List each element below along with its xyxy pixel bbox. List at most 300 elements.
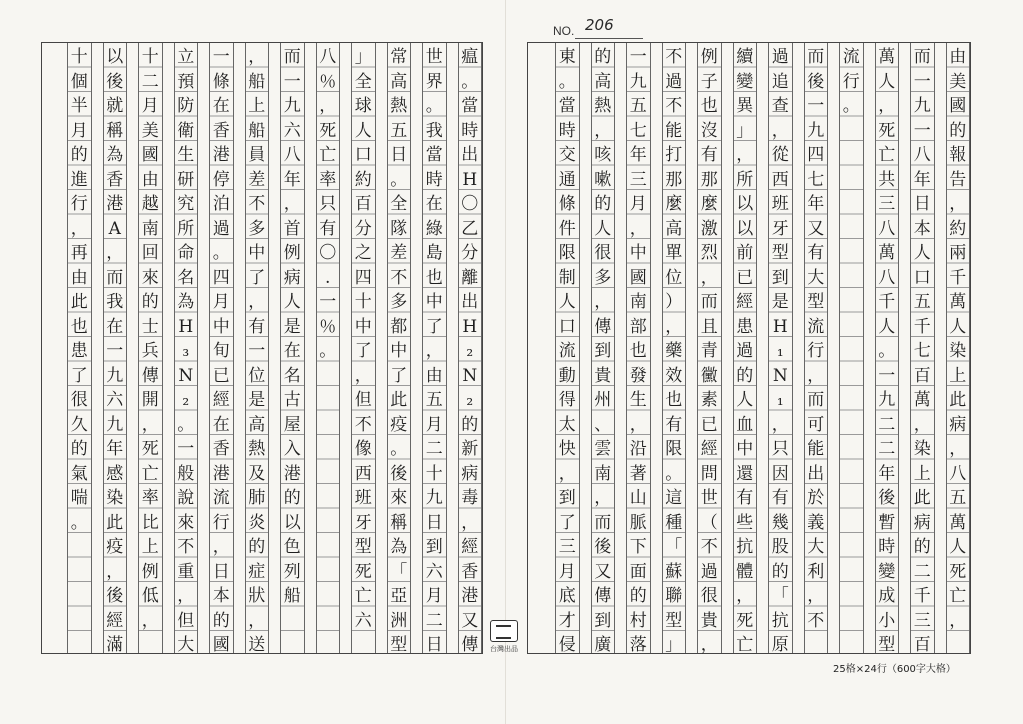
manuscript-char: 國	[629, 267, 647, 288]
manuscript-char: 流	[558, 341, 576, 361]
manuscript-char: 有	[807, 243, 825, 263]
manuscript-char: 進	[70, 169, 88, 190]
manuscript-char: 月	[141, 96, 159, 116]
manuscript-char: 當	[558, 96, 576, 116]
manuscript-char: 人	[878, 71, 896, 92]
manuscript-char: 六	[425, 561, 443, 582]
manuscript-char: 熱	[594, 96, 612, 116]
manuscript-char: 很	[700, 586, 718, 606]
manuscript-char: 時	[461, 120, 479, 141]
manuscript-char: ，	[949, 194, 967, 214]
manuscript-char: H	[462, 316, 478, 337]
right-page-grid	[527, 42, 971, 654]
column-gutter	[163, 43, 174, 653]
manuscript-char: 從	[771, 145, 789, 165]
manuscript-char: 原	[771, 635, 789, 655]
manuscript-char: 只	[771, 439, 789, 459]
manuscript-char: 新	[461, 439, 479, 459]
manuscript-char: 大	[807, 537, 825, 557]
manuscript-char: 人	[949, 316, 967, 337]
manuscript-char: 的	[594, 194, 612, 214]
manuscript-char: 〇	[461, 194, 479, 214]
manuscript-char: 就	[106, 96, 124, 116]
manuscript-char: 日	[212, 561, 230, 582]
manuscript-char: 流	[807, 316, 825, 337]
manuscript-char: 國	[949, 96, 967, 116]
manuscript-char: ，	[594, 120, 612, 141]
manuscript-char: 九	[106, 365, 124, 386]
left-page-column	[67, 43, 92, 653]
manuscript-char: 年	[629, 145, 647, 165]
manuscript-char: ₂	[182, 390, 190, 410]
manuscript-char: 例	[283, 243, 301, 263]
manuscript-char: 已	[212, 365, 230, 386]
publisher-logo-label: 台灣出品	[490, 645, 518, 653]
manuscript-char: 八	[283, 145, 301, 165]
manuscript-char: 沒	[700, 120, 718, 141]
manuscript-char: 、	[594, 414, 612, 435]
manuscript-char: 炎	[248, 512, 266, 533]
manuscript-char: 中	[390, 341, 408, 361]
manuscript-char: 異	[736, 96, 754, 116]
manuscript-char: 查	[771, 96, 789, 116]
manuscript-char: 咳	[594, 145, 612, 165]
manuscript-char: 三	[558, 537, 576, 557]
center-fold	[505, 0, 506, 724]
manuscript-char: 三	[913, 610, 931, 631]
manuscript-char: 但	[177, 610, 195, 631]
manuscript-char: 傳	[141, 365, 159, 386]
manuscript-char: ，	[594, 292, 612, 312]
manuscript-char: 也	[700, 96, 718, 116]
manuscript-char: 制	[558, 267, 576, 288]
manuscript-char: 不	[390, 267, 408, 288]
manuscript-char: 後	[807, 71, 825, 92]
manuscript-char: 萬	[913, 390, 931, 410]
manuscript-char: 州	[594, 390, 612, 410]
manuscript-char: 士	[141, 316, 159, 337]
manuscript-char: 由	[425, 365, 443, 386]
right-page-column-text	[556, 45, 579, 658]
manuscript-char: 中	[212, 316, 230, 337]
manuscript-char: 條	[558, 194, 576, 214]
manuscript-char: 來	[177, 512, 195, 533]
manuscript-char: 後	[390, 463, 408, 484]
manuscript-char: ，	[700, 635, 718, 655]
manuscript-char: ％	[319, 71, 337, 92]
left-page-column	[174, 43, 199, 653]
manuscript-char: 利	[807, 561, 825, 582]
manuscript-char: 也	[425, 267, 443, 288]
manuscript-char: 年	[283, 169, 301, 190]
manuscript-char: 綠	[425, 218, 443, 239]
manuscript-char: 都	[390, 316, 408, 337]
manuscript-char: 乙	[461, 218, 479, 239]
manuscript-char: 六	[106, 390, 124, 410]
manuscript-char: 港	[283, 463, 301, 484]
manuscript-char: 的	[629, 586, 647, 606]
left-page-column	[316, 43, 341, 653]
manuscript-char: 過	[665, 71, 683, 92]
right-page-column	[875, 43, 900, 653]
manuscript-char: 位	[248, 365, 266, 386]
manuscript-char: ，	[700, 267, 718, 288]
manuscript-char: ，	[212, 537, 230, 557]
manuscript-char: 患	[70, 341, 88, 361]
manuscript-char: 狀	[248, 586, 266, 606]
manuscript-char: 死	[141, 439, 159, 459]
manuscript-char: 因	[771, 463, 789, 484]
manuscript-char: 患	[736, 316, 754, 337]
manuscript-char: 中	[354, 316, 372, 337]
manuscript-char: 很	[70, 390, 88, 410]
manuscript-char: 抗	[771, 610, 789, 631]
left-page-column	[280, 43, 305, 653]
column-gutter	[198, 43, 209, 653]
right-page-column-text	[876, 45, 899, 658]
manuscript-char: 傳	[594, 316, 612, 337]
manuscript-char: 的	[283, 488, 301, 508]
column-gutter	[376, 43, 387, 653]
manuscript-char: 在	[212, 96, 230, 116]
manuscript-char: 說	[177, 488, 195, 508]
manuscript-char: 又	[594, 561, 612, 582]
manuscript-char: 只	[319, 194, 337, 214]
column-gutter	[234, 43, 245, 653]
manuscript-char: 預	[177, 71, 195, 92]
manuscript-char: 名	[283, 365, 301, 386]
manuscript-char: 防	[177, 96, 195, 116]
manuscript-char: ％	[319, 316, 337, 337]
column-gutter	[899, 43, 910, 653]
manuscript-char: 也	[665, 390, 683, 410]
manuscript-char: 廣	[594, 635, 612, 655]
manuscript-char: ，	[106, 243, 124, 263]
manuscript-char: 月	[425, 586, 443, 606]
manuscript-char: 過	[736, 341, 754, 361]
manuscript-char: ）	[665, 292, 683, 312]
manuscript-char: 可	[807, 414, 825, 435]
manuscript-char: 了	[70, 365, 88, 386]
manuscript-char: 氣	[70, 463, 88, 484]
manuscript-char: 首	[283, 218, 301, 239]
manuscript-char: 型	[665, 610, 683, 631]
manuscript-char: 經	[106, 610, 124, 631]
manuscript-char: 蘇	[665, 561, 683, 582]
left-page-grid	[41, 42, 483, 654]
manuscript-char: 稱	[106, 120, 124, 141]
manuscript-char: 而	[807, 47, 825, 67]
manuscript-char: ，	[283, 194, 301, 214]
manuscript-char: 得	[558, 390, 576, 410]
manuscript-char: 亡	[141, 463, 159, 484]
manuscript-char: 經	[212, 390, 230, 410]
manuscript-char: 而	[807, 390, 825, 410]
manuscript-char: 牙	[771, 218, 789, 239]
left-page-column-text	[423, 45, 446, 658]
manuscript-char: 。	[558, 71, 576, 92]
manuscript-char: 日	[425, 512, 443, 533]
manuscript-char: .	[325, 267, 331, 288]
manuscript-char: 常	[390, 47, 408, 67]
manuscript-char: 十	[141, 47, 159, 67]
manuscript-char: 暫	[878, 512, 896, 533]
manuscript-char: 後	[106, 586, 124, 606]
manuscript-char: 死	[878, 120, 896, 141]
manuscript-char: 口	[913, 267, 931, 288]
manuscript-char: 有	[319, 218, 337, 239]
manuscript-char: 毒	[461, 488, 479, 508]
manuscript-char: 一	[319, 292, 337, 312]
manuscript-char: 亡	[354, 586, 372, 606]
manuscript-char: 子	[700, 71, 718, 92]
manuscript-char: 告	[949, 169, 967, 190]
manuscript-char: 稱	[390, 512, 408, 533]
manuscript-char: 多	[594, 267, 612, 288]
right-page-column	[910, 43, 935, 653]
manuscript-char: ，	[807, 586, 825, 606]
manuscript-char: 交	[558, 145, 576, 165]
manuscript-char: 月	[558, 561, 576, 582]
manuscript-char: ，	[594, 488, 612, 508]
manuscript-char: 是	[283, 316, 301, 337]
manuscript-char: 率	[141, 488, 159, 508]
manuscript-char: 七	[629, 120, 647, 141]
manuscript-char: 班	[771, 194, 789, 214]
manuscript-char: 以	[736, 194, 754, 214]
manuscript-char: 千	[913, 316, 931, 337]
manuscript-char: 前	[736, 243, 754, 263]
manuscript-char: 生	[629, 390, 647, 410]
manuscript-char: 型	[807, 292, 825, 312]
manuscript-char: 的	[461, 414, 479, 435]
manuscript-char: 約	[949, 218, 967, 239]
manuscript-char: 於	[807, 488, 825, 508]
left-page-column-text	[317, 45, 340, 364]
manuscript-char: 貴	[700, 610, 718, 631]
manuscript-char: 貴	[594, 365, 612, 386]
manuscript-char: 為	[390, 537, 408, 557]
manuscript-char: 班	[354, 488, 372, 508]
manuscript-char: 那	[700, 169, 718, 190]
manuscript-char: （	[700, 512, 718, 533]
manuscript-char: 上	[248, 96, 266, 116]
manuscript-char: 為	[177, 292, 195, 312]
column-gutter	[269, 43, 280, 653]
manuscript-char: 二	[878, 439, 896, 459]
manuscript-char: 流	[842, 47, 860, 67]
manuscript-char: 小	[878, 610, 896, 631]
manuscript-char: 萬	[949, 292, 967, 312]
manuscript-char: 中	[248, 243, 266, 263]
manuscript-char: 出	[807, 463, 825, 484]
left-page-column	[458, 43, 483, 653]
manuscript-char: ₂	[466, 341, 474, 361]
manuscript-char: 千	[949, 267, 967, 288]
manuscript-char: 報	[949, 145, 967, 165]
manuscript-char: 幾	[771, 512, 789, 533]
manuscript-char: 病	[283, 267, 301, 288]
manuscript-char: 亡	[878, 145, 896, 165]
manuscript-char: 山	[629, 488, 647, 508]
manuscript-char: 八	[913, 145, 931, 165]
manuscript-char: 百	[354, 194, 372, 214]
manuscript-char: 停	[212, 169, 230, 190]
manuscript-char: 這	[665, 488, 683, 508]
manuscript-char: 送	[248, 635, 266, 655]
manuscript-char: 月	[425, 414, 443, 435]
manuscript-char: 。	[212, 243, 230, 263]
manuscript-char: 為	[106, 145, 124, 165]
manuscript-char: ₁	[776, 390, 784, 410]
manuscript-char: 二	[913, 561, 931, 582]
manuscript-char: 全	[390, 194, 408, 214]
manuscript-char: 十	[70, 47, 88, 67]
manuscript-char: 上	[949, 365, 967, 386]
manuscript-char: 全	[354, 71, 372, 92]
right-page-column-text	[769, 45, 792, 658]
column-gutter	[127, 43, 138, 653]
manuscript-char: 不	[807, 610, 825, 631]
right-page-column-text	[911, 45, 934, 658]
manuscript-char: 分	[461, 243, 479, 263]
manuscript-char: 百	[913, 635, 931, 655]
manuscript-char: 此	[106, 512, 124, 533]
manuscript-char: ，	[736, 145, 754, 165]
left-page-column	[387, 43, 412, 653]
manuscript-char: 。	[878, 341, 896, 361]
manuscript-char: 香	[461, 561, 479, 582]
page-number-label: NO.	[553, 24, 575, 38]
manuscript-char: 由	[141, 169, 159, 190]
right-page-column	[804, 43, 829, 653]
manuscript-char: 感	[106, 463, 124, 484]
manuscript-char: 」	[736, 120, 754, 141]
manuscript-char: 八	[878, 218, 896, 239]
manuscript-char: 七	[807, 169, 825, 190]
manuscript-char: ，	[141, 610, 159, 631]
manuscript-char: ，	[736, 586, 754, 606]
manuscript-char: 烈	[700, 243, 718, 263]
manuscript-char: H	[462, 169, 478, 190]
manuscript-char: 有	[700, 145, 718, 165]
manuscript-char: 在	[283, 341, 301, 361]
manuscript-char: 抗	[736, 537, 754, 557]
manuscript-char: 一	[878, 365, 896, 386]
manuscript-char: 島	[425, 243, 443, 263]
manuscript-char: 此	[390, 390, 408, 410]
manuscript-char: 六	[354, 610, 372, 631]
manuscript-char: 世	[425, 47, 443, 67]
manuscript-char: 流	[212, 488, 230, 508]
column-gutter	[686, 43, 697, 653]
manuscript-char: 後	[594, 537, 612, 557]
manuscript-char: 此	[70, 292, 88, 312]
manuscript-char: ，	[425, 341, 443, 361]
right-page-column	[591, 43, 616, 653]
manuscript-char: 多	[390, 292, 408, 312]
manuscript-char: 所	[736, 169, 754, 190]
manuscript-char: 研	[177, 169, 195, 190]
manuscript-char: ，	[665, 316, 683, 337]
manuscript-char: 通	[558, 169, 576, 190]
manuscript-char: 而	[913, 47, 931, 67]
manuscript-char: 」	[354, 47, 372, 67]
right-page-column	[555, 43, 580, 653]
manuscript-char: 到	[594, 610, 612, 631]
manuscript-char: 侵	[558, 635, 576, 655]
manuscript-char: 南	[594, 463, 612, 484]
column-gutter	[793, 43, 804, 653]
manuscript-char: 問	[700, 463, 718, 484]
manuscript-char: ，	[70, 218, 88, 239]
manuscript-char: 喘	[70, 488, 88, 508]
manuscript-char: 萬	[878, 243, 896, 263]
right-page-column	[626, 43, 651, 653]
manuscript-char: 界	[425, 71, 443, 92]
manuscript-char: 。	[665, 463, 683, 484]
column-gutter	[92, 43, 103, 653]
manuscript-char: ，	[248, 610, 266, 631]
column-gutter	[651, 43, 662, 653]
right-page-column	[839, 43, 864, 653]
manuscript-char: 高	[665, 218, 683, 239]
left-page-column-text	[104, 45, 127, 658]
manuscript-char: 。	[842, 96, 860, 116]
manuscript-char: 不	[665, 96, 683, 116]
manuscript-char: 九	[425, 488, 443, 508]
manuscript-char: 四	[807, 145, 825, 165]
manuscript-char: 三	[629, 169, 647, 190]
manuscript-char: 。	[70, 512, 88, 533]
manuscript-char: 了	[354, 341, 372, 361]
manuscript-char: 像	[354, 439, 372, 459]
manuscript-char: 日	[913, 194, 931, 214]
manuscript-char: 過	[212, 218, 230, 239]
manuscript-char: 亡	[319, 145, 337, 165]
manuscript-char: 亞	[390, 586, 408, 606]
manuscript-char: 時	[425, 169, 443, 190]
manuscript-char: 船	[248, 71, 266, 92]
manuscript-char: 有	[248, 316, 266, 337]
manuscript-char: 病	[913, 512, 931, 533]
manuscript-char: 的	[913, 537, 931, 557]
manuscript-char: ，	[807, 365, 825, 386]
manuscript-char: 染	[913, 439, 931, 459]
column-gutter	[580, 43, 591, 653]
left-page-column	[138, 43, 163, 653]
manuscript-char: 港	[461, 586, 479, 606]
manuscript-char: 又	[807, 218, 825, 239]
manuscript-char: 當	[425, 145, 443, 165]
manuscript-char: ，	[354, 365, 372, 386]
manuscript-char: 太	[558, 414, 576, 435]
manuscript-char: H	[772, 316, 788, 337]
manuscript-char: 行	[842, 71, 860, 92]
manuscript-char: 是	[771, 292, 789, 312]
left-page-column-text	[459, 45, 482, 658]
manuscript-char: 個	[70, 71, 88, 92]
manuscript-char: 也	[629, 341, 647, 361]
manuscript-char: 死	[354, 561, 372, 582]
manuscript-char: 屋	[283, 414, 301, 435]
manuscript-char: 萬	[949, 512, 967, 533]
manuscript-char: 經	[700, 439, 718, 459]
manuscript-char: 在	[425, 194, 443, 214]
manuscript-char: 那	[665, 169, 683, 190]
manuscript-char: 來	[390, 488, 408, 508]
manuscript-char: 股	[771, 537, 789, 557]
